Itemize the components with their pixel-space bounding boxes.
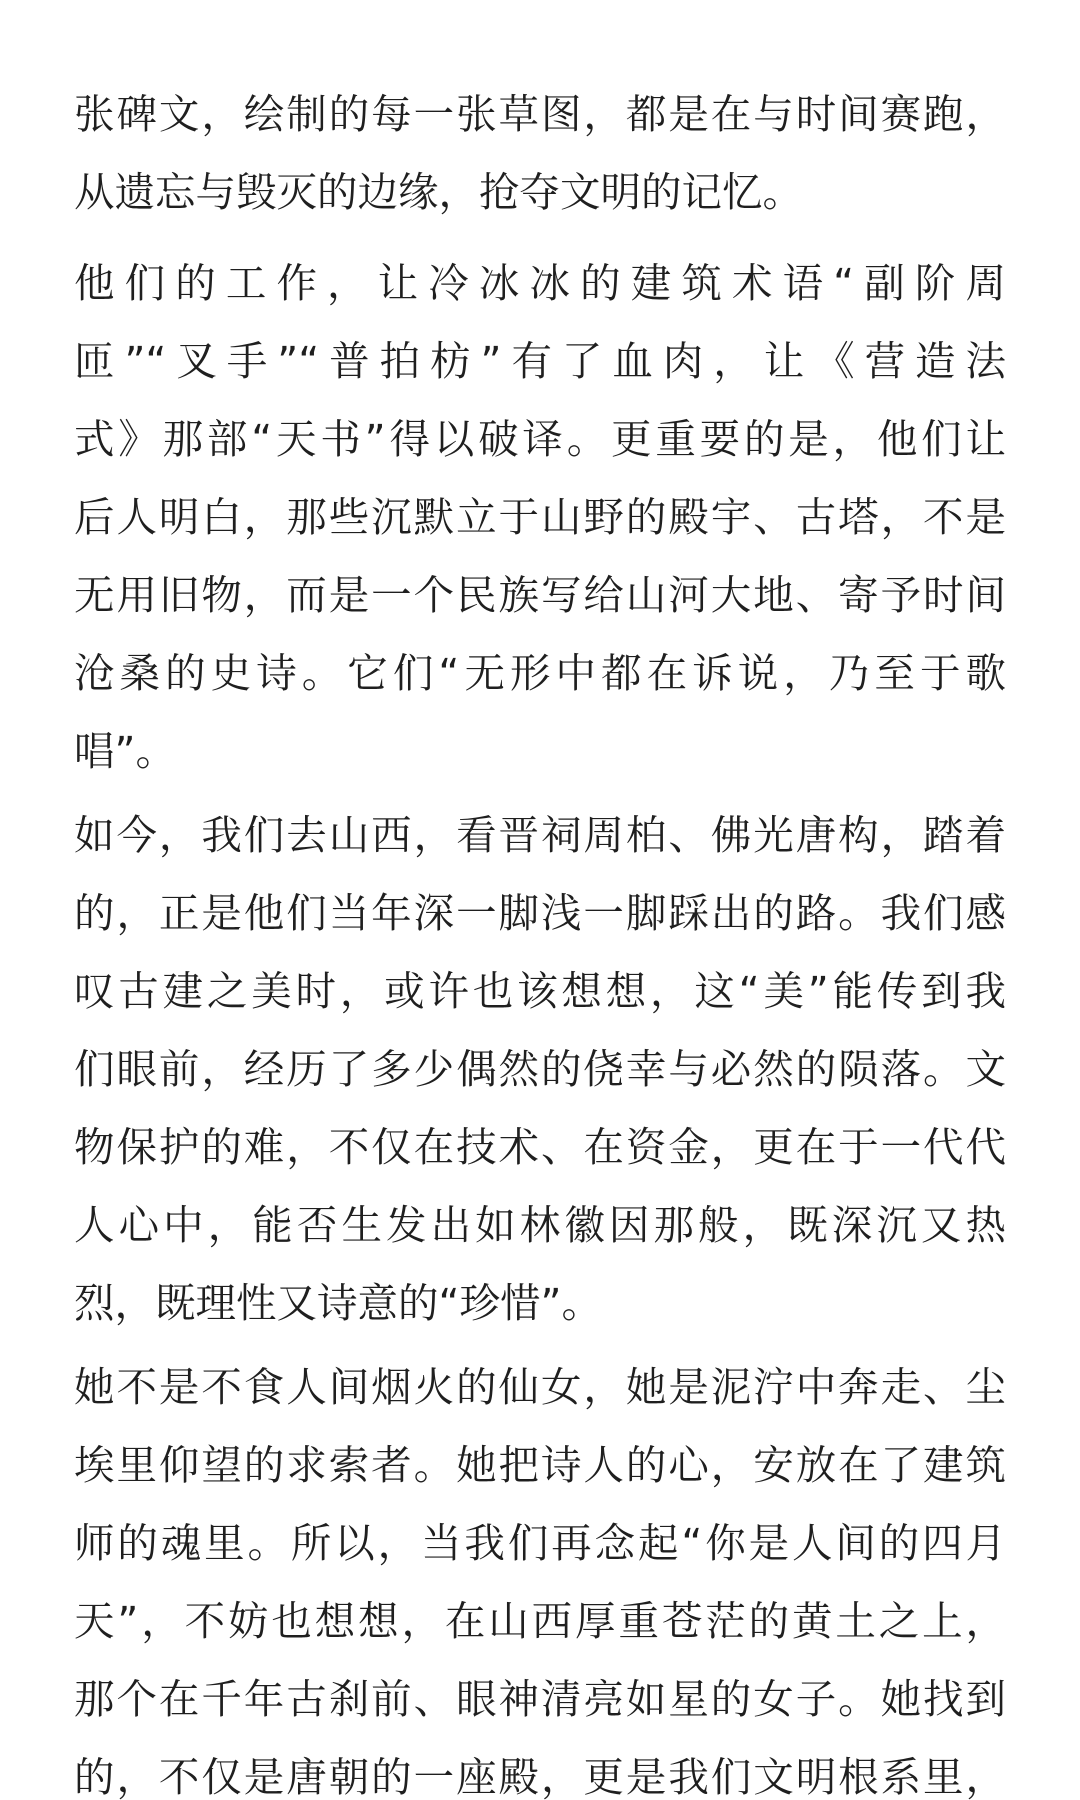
text-line: 他们的工作，让冷冰冰的建筑术语“副阶周 — [74, 259, 1006, 307]
text-line: 沧桑的史诗。它们“无形中都在诉说，乃至于歌 — [74, 649, 1006, 697]
text-line: 如今，我们去山西，看晋祠周柏、佛光唐构，踏着 — [74, 811, 1006, 859]
paragraph-4 — [74, 1348, 1006, 1800]
text-line: 烈，既理性又诗意的“珍惜”。 — [74, 1279, 602, 1327]
text-line: 张碑文，绘制的每一张草图，都是在与时间赛跑， — [74, 90, 1006, 138]
text-line: 埃里仰望的求索者。她把诗人的心，安放在了建筑 — [74, 1441, 1006, 1489]
text-line: 的，不仅是唐朝的一座殿，更是我们文明根系里， — [74, 1753, 1006, 1800]
text-line: 后人明白，那些沉默立于山野的殿宇、古塔，不是 — [74, 493, 1006, 541]
paragraph-1 — [74, 75, 1006, 231]
text-line: 唱”。 — [74, 727, 176, 775]
text-line: 物保护的难，不仅在技术、在资金，更在于一代代 — [74, 1123, 1006, 1171]
text-line: 天”，不妨也想想，在山西厚重苍茫的黄土之上， — [74, 1597, 1006, 1645]
text-line: 的，正是他们当年深一脚浅一脚踩出的路。我们感 — [74, 889, 1006, 937]
text-line: 们眼前，经历了多少偶然的侥幸与必然的陨落。文 — [74, 1045, 1006, 1093]
text-line: 无用旧物，而是一个民族写给山河大地、寄予时间 — [74, 571, 1006, 619]
text-line: 从遗忘与毁灭的边缘，抢夺文明的记忆。 — [74, 168, 803, 216]
text-line: 匝”“叉手”“普拍枋”有了血肉，让《营造法 — [74, 337, 1006, 385]
text-line: 那个在千年古刹前、眼神清亮如星的女子。她找到 — [74, 1675, 1006, 1723]
text-line: 式》那部“天书”得以破译。更重要的是，他们让 — [74, 415, 1006, 463]
paragraph-3 — [74, 796, 1006, 1342]
text-line: 她不是不食人间烟火的仙女，她是泥泞中奔走、尘 — [74, 1363, 1006, 1411]
text-line: 师的魂里。所以，当我们再念起“你是人间的四月 — [74, 1519, 1006, 1567]
paragraph-2 — [74, 244, 1006, 790]
text-line: 人心中，能否生发出如林徽因那般，既深沉又热 — [74, 1201, 1006, 1249]
text-line: 叹古建之美时，或许也该想想，这“美”能传到我 — [74, 967, 1006, 1015]
